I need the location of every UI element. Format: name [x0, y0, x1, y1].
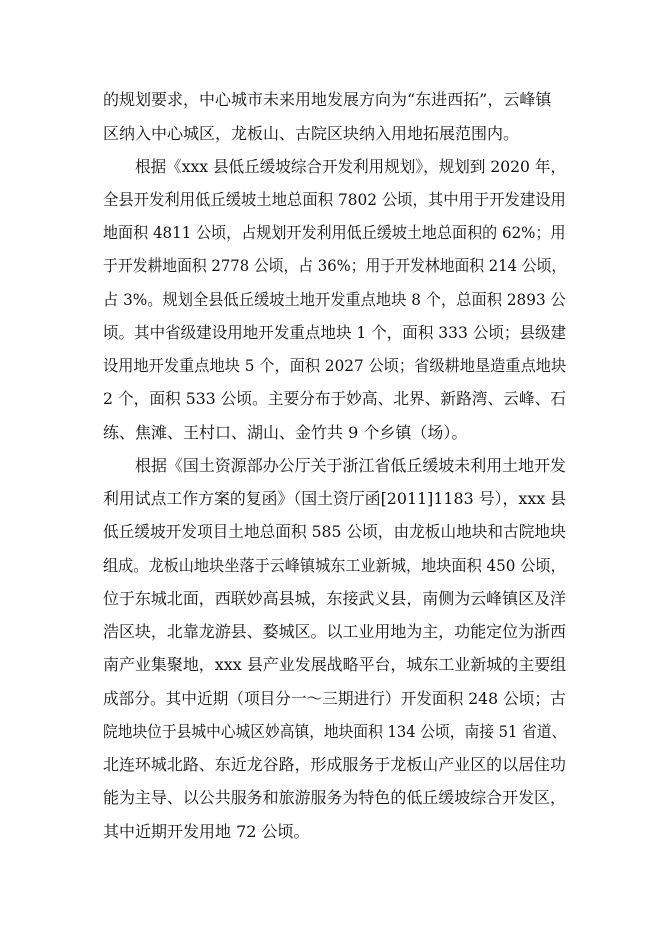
text-line: 浩区块，北靠龙游县、婺城区。以工业用地为主，功能定位为浙西 — [103, 622, 566, 641]
text-line: 区纳入中心城区，龙板山、古院区块纳入用地拓展范围内。 — [103, 124, 520, 143]
text-line: 顷。其中省级建设用地开发重点地块 1 个，面积 333 公顷；县级建 — [103, 323, 567, 342]
text-line: 练、焦滩、王村口、湖山、金竹共 9 个乡镇（场）。 — [103, 423, 468, 442]
text-line: 占 3%。规划全县低丘缓坡土地开发重点地块 8 个，总面积 2893 公 — [103, 290, 566, 309]
text-line: 位于东城北面，西联妙高县城，东接武义县，南侧为云峰镇区及洋 — [103, 589, 566, 608]
text-line: 设用地开发重点地块 5 个，面积 2027 公顷；省级耕地垦造重点地块 — [103, 356, 567, 375]
paragraph-start-line: 根据《国土资源部办公厅关于浙江省低丘缓坡未利用土地开发 — [135, 456, 567, 475]
text-line: 南产业集聚地，xxx 县产业发展战略平台，城东工业新城的主要组 — [103, 655, 567, 674]
text-line: 低丘缓坡开发项目土地总面积 585 公顷，由龙板山地块和古院地块 — [103, 522, 566, 541]
text-line: 2 个，面积 533 公顷。主要分布于妙高、北界、新路湾、云峰、石 — [103, 389, 566, 408]
text-line: 北连环城北路、东近龙谷路，形成服务于龙板山产业区的以居住功 — [103, 755, 566, 774]
text-line: 院地块位于县城中心城区妙高镇，地块面积 134 公顷，南接 51 省道、 — [103, 722, 567, 741]
text-line: 其中近期开发用地 72 公顷。 — [103, 822, 310, 841]
text-line: 利用试点工作方案的复函》（国土资厅函[2011]1183 号），xxx 县 — [103, 489, 567, 508]
text-line: 地面积 4811 公顷，占规划开发利用低丘缓坡土地总面积的 62%；用 — [103, 223, 566, 242]
text-line: 全县开发利用低丘缓坡土地总面积 7802 公顷，其中用于开发建设用 — [103, 190, 566, 209]
text-line: 于开发耕地面积 2778 公顷，占 36%；用于开发林地面积 214 公顷， — [103, 256, 567, 275]
paragraph-start-line: 根据《xxx 县低丘缓坡综合开发利用规划》，规划到 2020 年， — [135, 157, 567, 176]
text-line: 组成。龙板山地块坐落于云峰镇城东工业新城，地块面积 450 公顷， — [103, 556, 566, 575]
text-line: 的规划要求，中心城市未来用地发展方向为“东进西拓”，云峰镇 — [103, 90, 552, 109]
text-line: 成部分。其中近期（项目分一～三期进行）开发面积 248 公顷；古 — [103, 689, 566, 708]
text-line: 能为主导、以公共服务和旅游服务为特色的低丘缓坡综合开发区， — [103, 788, 566, 807]
